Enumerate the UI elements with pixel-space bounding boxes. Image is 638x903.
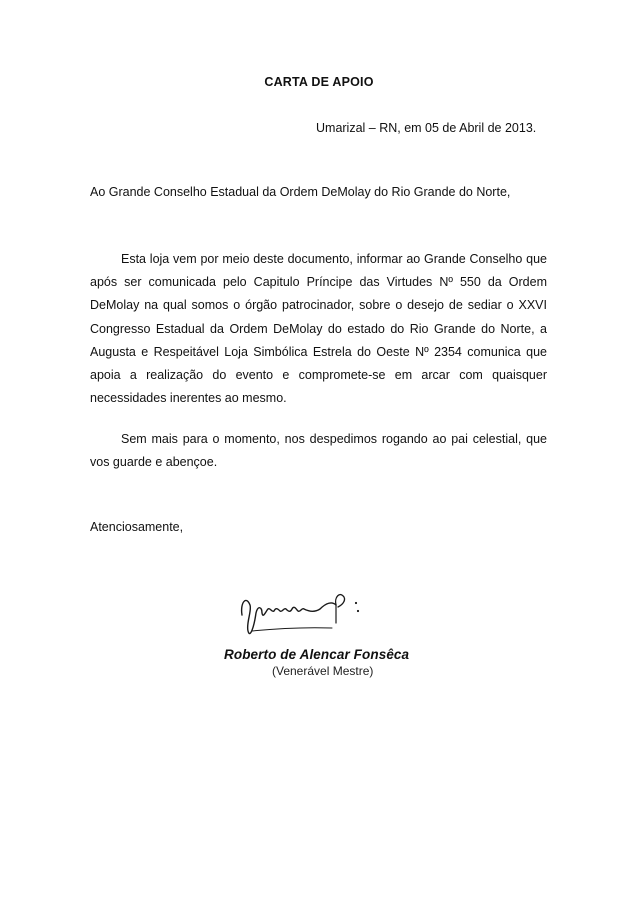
body-paragraph-2: Sem mais para o momento, nos despedimos rogando ao pai celestial, que vos guarde e abençoe. (90, 432, 547, 470)
letter-title: CARTA DE APOIO (264, 75, 374, 89)
greeting: Ao Grande Conselho Estadual da Ordem DeMolay do Rio Grande do Norte, (90, 185, 511, 199)
body-paragraph-1: Esta loja vem por meio deste documento, informar ao Grande Conselho que após ser comunicada pelo Capitulo Príncipe das Virtudes Nº 550 da Ordem DeMolay na qual somos o órgão patrocinador, sobre o desejo de sediar o XXVI Congresso Estadual da Ordem DeMolay do estado do Rio Grande do Norte, a Augusta e Respeitável Loja Simbólica Estrela do Oeste Nº 2354 comunica que apoia a realização do evento e compromete-se em arcar com quaisquer necessidades inerentes ao mesmo. (90, 252, 547, 406)
handwritten-signature (232, 583, 372, 643)
signer-role: (Venerável Mestre) (272, 664, 374, 678)
place-date: Umarizal – RN, em 05 de Abril de 2013. (316, 121, 537, 135)
closing: Atenciosamente, (90, 520, 184, 534)
signer-name: Roberto de Alencar Fonsêca (224, 647, 410, 662)
